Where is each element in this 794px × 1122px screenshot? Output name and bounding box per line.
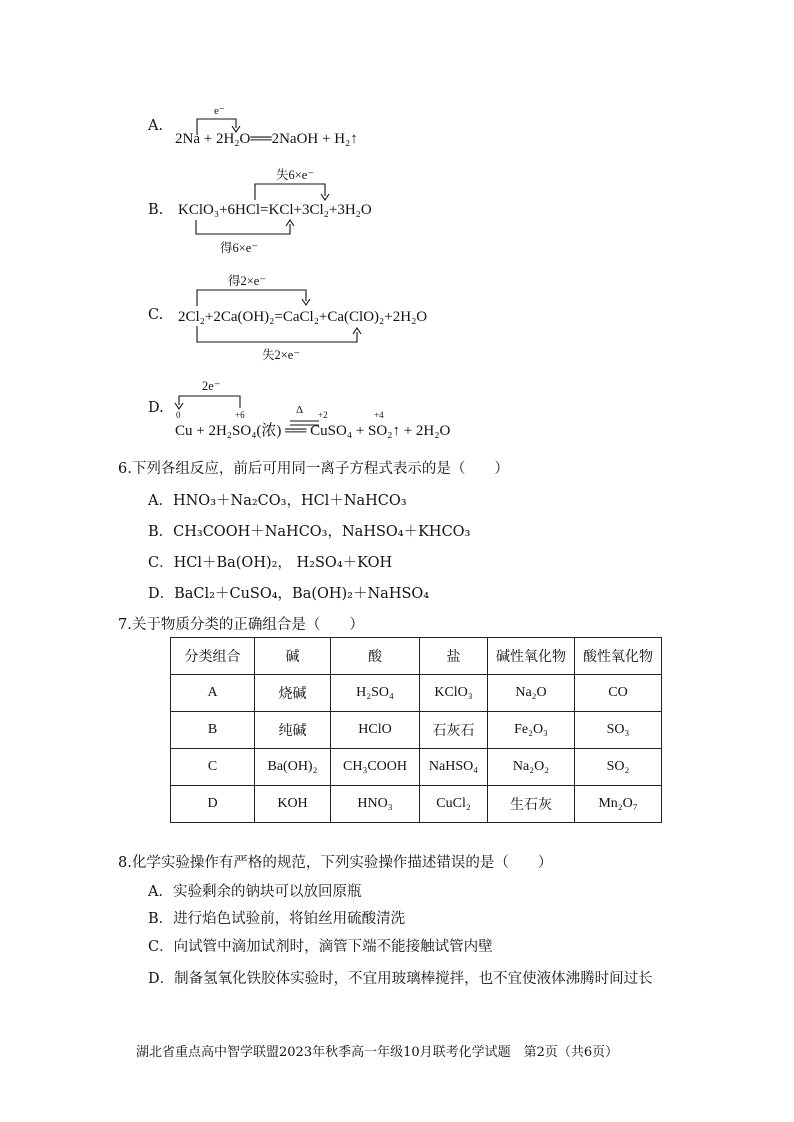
table-header-row: [171, 638, 662, 675]
table-cell: D: [171, 786, 255, 823]
table-cell: Fe₂O₃: [488, 712, 575, 749]
q8-option-d: D．制备氢氧化铁胶体实验时，不宜用玻璃棒搅拌，也不宜使液体沸腾时间过长: [148, 971, 653, 987]
option-d-electron-label: 2e⁻: [202, 379, 221, 393]
option-a-equation: 2Na + 2H₂O══2NaOH + H₂↑: [175, 131, 358, 147]
table-cell: H₂SO₄: [331, 675, 420, 712]
header-cell: 盐: [420, 638, 488, 675]
table-cell: KOH: [255, 786, 331, 823]
option-c-letter: C.: [148, 307, 164, 323]
table-cell: SO₃: [575, 712, 662, 749]
table-cell: C: [171, 749, 255, 786]
option-b-equation: KClO₃+6HCl=KCl+3Cl₂+3H₂O: [178, 202, 372, 218]
header-cell: 碱: [255, 638, 331, 675]
option-b-gain-label: 得6×e⁻: [220, 241, 258, 255]
q8-option-a: A．实验剩余的钠块可以放回原瓶: [148, 884, 362, 900]
q8-stem: 8.化学实验操作有严格的规范，下列实验操作描述错误的是（ ）: [118, 855, 553, 871]
page-footer: 湖北省重点高中智学联盟2023年秋季高一年级10月联考化学试题 第2页（共6页）: [136, 1045, 619, 1060]
table-cell: HClO: [331, 712, 420, 749]
option-d-letter: D.: [148, 400, 164, 416]
header-cell: 酸性氧化物: [575, 638, 662, 675]
q6-stem: 6.下列各组反应，前后可用同一离子方程式表示的是（ ）: [118, 461, 509, 477]
option-c-equation: 2Cl₂+2Ca(OH)₂=CaCl₂+Ca(ClO)₂+2H₂O: [178, 309, 428, 325]
q6-option-b: B．CH₃COOH＋NaHCO₃，NaHSO₄＋KHCO₃: [148, 524, 471, 540]
table-cell: Ba(OH)₂: [255, 749, 331, 786]
option-b-letter: B.: [148, 202, 164, 218]
q8-option-c: C．向试管中滴加试剂时，滴管下端不能接触试管内壁: [148, 939, 493, 955]
option-b-lose-label: 失6×e⁻: [276, 168, 314, 182]
table-cell: CO: [575, 675, 662, 712]
q6-option-c: C．HCl＋Ba(OH)₂， H₂SO₄＋KOH: [148, 555, 393, 571]
table-cell: CuCl₂: [420, 786, 488, 823]
table-row: [171, 786, 662, 823]
option-d-ox-cu2: +2: [318, 410, 328, 420]
table-cell: B: [171, 712, 255, 749]
table-cell: 纯碱: [255, 712, 331, 749]
table-cell: KClO₃: [420, 675, 488, 712]
option-d-heat-label: Δ: [296, 404, 304, 416]
table-cell: 石灰石: [420, 712, 488, 749]
table-cell: 烧碱: [255, 675, 331, 712]
table-cell: SO₂: [575, 749, 662, 786]
table-cell: Na₂O: [488, 675, 575, 712]
table-cell: Mn₂O₇: [575, 786, 662, 823]
option-d-ox-s4: +4: [374, 410, 384, 420]
classification-table: [170, 637, 662, 823]
table-cell: CH₃COOH: [331, 749, 420, 786]
option-d-ox-cu: 0: [176, 410, 181, 420]
header-cell: 酸: [331, 638, 420, 675]
table-row: [171, 712, 662, 749]
header-cell: 碱性氧化物: [488, 638, 575, 675]
table-row: [171, 675, 662, 712]
table-cell: A: [171, 675, 255, 712]
q6-option-a: A．HNO₃＋Na₂CO₃，HCl＋NaHCO₃: [148, 493, 407, 509]
table-cell: HNO₃: [331, 786, 420, 823]
option-a-electron-label: e⁻: [214, 105, 225, 117]
table-cell: NaHSO₄: [420, 749, 488, 786]
header-cell: 分类组合: [171, 638, 255, 675]
option-c-gain-label: 得2×e⁻: [228, 274, 266, 288]
table-row: [171, 749, 662, 786]
table-cell: 生石灰: [488, 786, 575, 823]
option-d-ox-s: +6: [235, 410, 245, 420]
q7-stem: 7.关于物质分类的正确组合是（ ）: [118, 617, 364, 633]
option-d-equation: Cu + 2H₂SO₄(浓) ══ CuSO₄ + SO₂↑ + 2H₂O: [175, 423, 451, 439]
option-a-letter: A.: [148, 118, 164, 134]
q8-option-b: B．进行焰色试验前，将铂丝用硫酸清洗: [148, 911, 406, 927]
q6-option-d: D．BaCl₂＋CuSO₄，Ba(OH)₂＋NaHSO₄: [148, 586, 430, 602]
table-cell: Na₂O₂: [488, 749, 575, 786]
option-c-lose-label: 失2×e⁻: [262, 348, 300, 362]
